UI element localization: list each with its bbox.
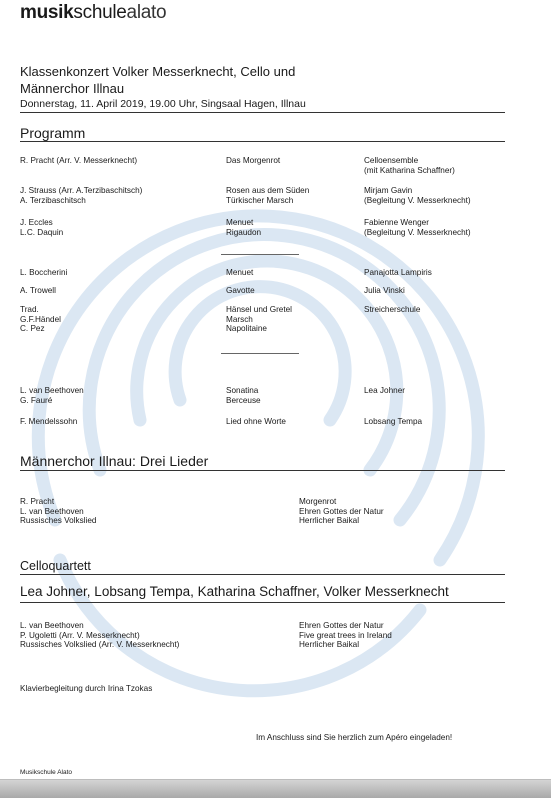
quartett-pieces: Ehren Gottes der Natur Five great trees in Ireland Herrlicher Baikal	[299, 621, 392, 650]
divider	[20, 112, 505, 113]
logo-regular: schule	[73, 2, 127, 23]
programm-performer: Panajotta Lampiris	[364, 268, 432, 277]
divider	[20, 141, 505, 142]
programm-performer: Celloensemble (mit Katharina Schaffner)	[364, 156, 455, 175]
programm-composer: A. Trowell	[20, 286, 56, 295]
separator-line	[221, 353, 299, 354]
programm-performer: Julia Vinski	[364, 286, 405, 295]
programm-composer: Trad. G.F.Händel C. Pez	[20, 305, 61, 334]
window-bottom-bar	[0, 779, 551, 798]
programm-piece: Hänsel und Gretel Marsch Napolitaine	[226, 305, 292, 334]
programm-performer: Lea Johner	[364, 386, 405, 395]
maennerchor-pieces: Morgenrot Ehren Gottes der Natur Herrlicher Baikal	[299, 497, 384, 526]
programm-composer: R. Pracht (Arr. V. Messerknecht)	[20, 156, 138, 165]
maennerchor-composers: R. Pracht L. van Beethoven Russisches Volkslied	[20, 497, 97, 526]
footer-label: Musikschule Alato	[20, 769, 73, 776]
logo	[20, 2, 166, 24]
programm-performer: Fabienne Wenger (Begleitung V. Messerknecht)	[364, 218, 471, 237]
programm-piece: Menuet	[226, 268, 254, 277]
programm-performer: Mirjam Gavin (Begleitung V. Messerknecht)	[364, 186, 471, 205]
logo-bold: musik	[20, 2, 74, 23]
programm-piece: Das Morgenrot	[226, 156, 281, 165]
programm-composer: J. Strauss (Arr. A.Terzibaschitsch) A. Terzibaschitsch	[20, 186, 143, 205]
klavier-note: Klavierbegleitung durch Irina Tzokas	[20, 684, 153, 693]
divider	[20, 602, 505, 603]
programm-performer: Lobsang Tempa	[364, 417, 423, 426]
concert-title-line2: Männerchor Illnau	[20, 81, 125, 96]
programm-performer: Streicherschule	[364, 305, 421, 314]
separator-line	[221, 254, 299, 255]
maennerchor-heading: Männerchor Illnau: Drei Lieder	[20, 453, 209, 469]
programm-composer: J. Eccles L.C. Daquin	[20, 218, 64, 237]
programm-composer: F. Mendelssohn	[20, 417, 78, 426]
programm-piece: Sonatina Berceuse	[226, 386, 261, 405]
divider	[20, 574, 505, 575]
programm-composer: L. Boccherini	[20, 268, 68, 277]
programm-composer: L. van Beethoven G. Fauré	[20, 386, 84, 405]
logo-light: alato	[126, 2, 167, 23]
programm-piece: Lied ohne Worte	[226, 417, 286, 426]
programm-piece: Gavotte	[226, 286, 255, 295]
quartett-composers: L. van Beethoven P. Ugoletti (Arr. V. Messerknecht) Russisches Volkslied (Arr. V. Messerknecht)	[20, 621, 180, 650]
programm-piece: Menuet Rigaudon	[226, 218, 262, 237]
concert-date-place: Donnerstag, 11. April 2019, 19.00 Uhr, Singsaal Hagen, Illnau	[20, 98, 306, 110]
quartett-members: Lea Johner, Lobsang Tempa, Katharina Schaffner, Volker Messerknecht	[20, 584, 449, 599]
quartett-heading: Celloquartett	[20, 559, 91, 573]
programm-piece: Rosen aus dem Süden Türkischer Marsch	[226, 186, 310, 205]
divider	[20, 470, 505, 471]
apero-note: Im Anschluss sind Sie herzlich zum Apéro eingeladen!	[256, 733, 453, 742]
programm-heading: Programm	[20, 125, 86, 141]
concert-title-line1: Klassenkonzert Volker Messerknecht, Cello und	[20, 64, 296, 79]
